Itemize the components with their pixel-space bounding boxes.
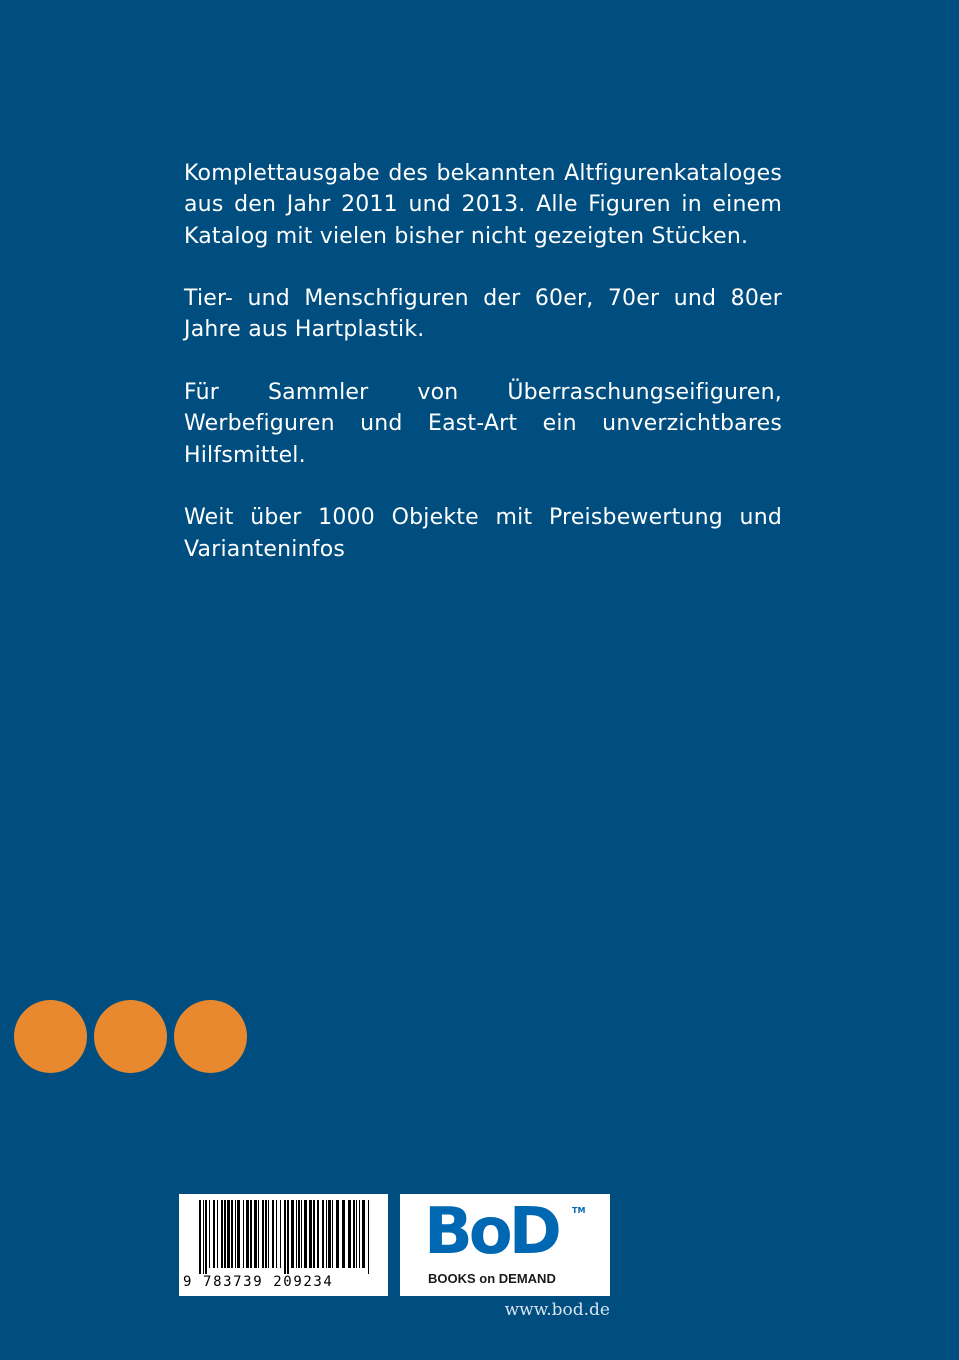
barcode-bar — [276, 1200, 277, 1268]
barcode-bar — [258, 1200, 259, 1268]
barcode-bar — [272, 1200, 274, 1268]
barcode-bar — [356, 1200, 357, 1268]
barcode-bar — [359, 1200, 360, 1268]
barcode-bar — [353, 1200, 355, 1268]
barcode-bar — [298, 1200, 300, 1268]
barcode-bar — [250, 1200, 252, 1268]
barcode-bar — [209, 1200, 210, 1268]
barcode-bar — [296, 1200, 297, 1268]
decorative-dots — [14, 1000, 254, 1074]
trademark-mark: TM — [572, 1206, 586, 1215]
barcode-bar — [322, 1200, 324, 1268]
barcode-bar — [313, 1200, 315, 1268]
barcode-bar — [362, 1200, 365, 1268]
barcode-bar — [231, 1200, 233, 1268]
barcode-bar — [291, 1200, 294, 1268]
blurb-paragraph-3: Für Sammler von Überraschungseifiguren, Werbefiguren und East-Art ein unverzichtbares Hilfsmittel. — [184, 380, 782, 468]
barcode-bar — [227, 1200, 230, 1268]
blurb-paragraph-2: Tier- und Menschfiguren der 60er, 70er und 80er Jahre aus Hartplastik. — [184, 286, 782, 343]
barcode-bar — [235, 1200, 236, 1268]
barcode-bar — [237, 1200, 240, 1268]
barcode-bar — [265, 1200, 267, 1268]
barcode-bar — [328, 1200, 331, 1268]
barcode-bar — [284, 1200, 286, 1274]
blurb-text — [184, 158, 782, 596]
barcode-bar — [336, 1200, 339, 1268]
barcode-bars — [179, 1194, 388, 1274]
barcode-bar — [199, 1200, 201, 1274]
barcode-bar — [317, 1200, 319, 1268]
barcode-bar — [262, 1200, 264, 1268]
isbn-barcode — [179, 1194, 388, 1296]
bod-logo: BoD — [424, 1195, 558, 1269]
barcode-bar — [246, 1200, 249, 1268]
barcode-bar — [268, 1200, 269, 1268]
barcode-bar — [243, 1200, 244, 1268]
barcode-bar — [217, 1200, 218, 1268]
publisher-tagline: BOOKS on DEMAND — [428, 1271, 556, 1286]
orange-dot-3 — [174, 1000, 247, 1073]
barcode-bar — [205, 1200, 207, 1274]
barcode-bar — [368, 1200, 369, 1274]
barcode-bar — [280, 1200, 281, 1268]
barcode-bar — [348, 1200, 351, 1268]
orange-dot-1 — [14, 1000, 87, 1073]
barcode-bar — [301, 1200, 302, 1268]
blurb-paragraph-1: Komplettausgabe des bekannten Altfigurenkataloges aus den Jahr 2011 und 2013. Alle Figuren in einem Katalog mit vielen bisher nicht gezeigten Stücken. — [184, 161, 782, 249]
publisher-url: www.bod.de — [504, 1300, 610, 1320]
barcode-bar — [332, 1200, 333, 1268]
barcode-bar — [287, 1200, 289, 1274]
barcode-bar — [326, 1200, 327, 1268]
barcode-bar — [342, 1200, 345, 1268]
barcode-bar — [304, 1200, 307, 1268]
barcode-bar — [224, 1200, 226, 1268]
barcode-bar — [309, 1200, 312, 1268]
barcode-digits: 9 783739 209234 — [183, 1274, 334, 1290]
orange-dot-2 — [94, 1000, 167, 1073]
blurb-paragraph-4: Weit über 1000 Objekte mit Preisbewertung und Varianteninfos — [184, 505, 782, 562]
barcode-bar — [213, 1200, 215, 1268]
publisher-logo-box — [400, 1194, 610, 1296]
barcode-bar — [254, 1200, 257, 1268]
barcode-bar — [203, 1200, 204, 1274]
barcode-bar — [221, 1200, 223, 1268]
